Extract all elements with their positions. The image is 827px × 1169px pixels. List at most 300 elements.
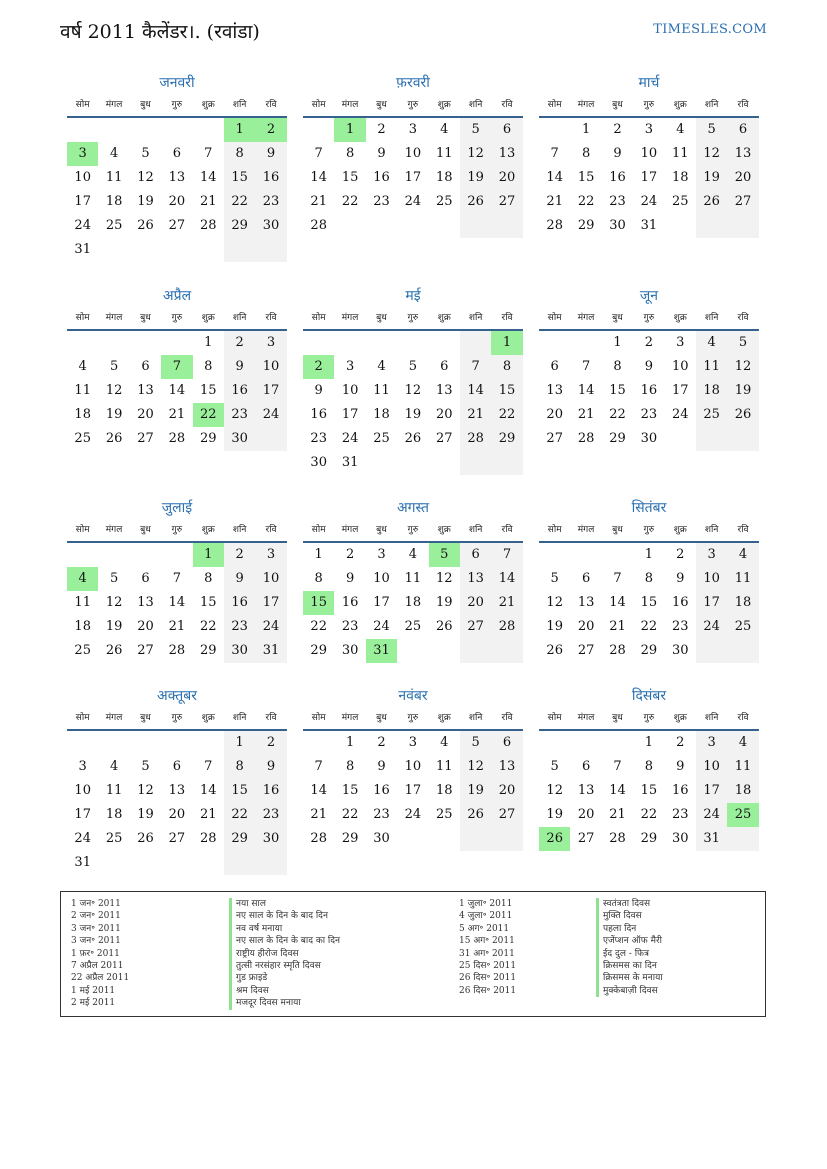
weekday-header: [303, 519, 523, 543]
day-cell: 15: [341, 783, 359, 798]
day-cell: 20: [491, 166, 522, 190]
day-cell: 23: [224, 615, 255, 639]
day-cell: 10: [640, 146, 658, 161]
day-cell: 8: [345, 759, 355, 774]
day-cell: 3: [78, 759, 87, 774]
day-cell: 7: [460, 355, 491, 379]
day-cell: 20: [460, 591, 491, 615]
empty-cell: [429, 331, 460, 355]
weekday-label: रवि: [265, 100, 277, 110]
day-cell: 3: [408, 735, 417, 750]
day-cell: 18: [727, 591, 758, 615]
day-cell: 22: [491, 403, 522, 427]
day-cell: 7: [550, 146, 559, 161]
empty-cell: [429, 214, 460, 238]
day-cell: 28: [546, 218, 563, 233]
day-cell: 15: [577, 170, 595, 185]
weekday-header: [539, 94, 759, 118]
week-row: [303, 803, 523, 827]
day-cell: 19: [105, 407, 123, 422]
day-cell: 2: [644, 335, 653, 350]
day-cell: 24: [671, 407, 689, 422]
month-block: [539, 72, 759, 238]
day-cell: 3: [408, 122, 417, 137]
week-row: [67, 779, 287, 803]
empty-cell: [397, 214, 428, 238]
week-row: [67, 591, 287, 615]
holiday-date: 22 अप्रैल 2011: [71, 973, 130, 984]
day-cell: 21: [199, 194, 217, 209]
day-cell: 12: [137, 170, 154, 185]
empty-cell: [224, 851, 255, 875]
day-cell: 15: [640, 783, 658, 798]
day-cell: 9: [676, 571, 685, 586]
weekday-header: [303, 94, 523, 118]
day-cell: 3: [345, 359, 355, 374]
day-cell: 2: [345, 547, 355, 562]
day-cell: 29: [310, 643, 327, 658]
week-row: [67, 731, 287, 755]
day-cell: 13: [168, 783, 186, 798]
week-row: [539, 214, 759, 238]
empty-cell: [130, 118, 161, 142]
day-cell: 16: [255, 779, 286, 803]
day-cell: 28: [491, 615, 522, 639]
day-cell: 27: [577, 643, 595, 658]
day-cell: 22: [609, 407, 626, 422]
week-row: [539, 731, 759, 755]
weekday-header: [67, 307, 287, 331]
week-row: [67, 403, 287, 427]
day-cell: 8: [224, 755, 255, 779]
empty-cell: [161, 731, 192, 755]
week-row: [67, 755, 287, 779]
day-cell: 9: [224, 567, 255, 591]
holiday-name: नए साल के दिन के बाद दिन: [229, 910, 340, 922]
empty-cell: [665, 427, 696, 451]
day-cell: 28: [199, 218, 217, 233]
day-cell: 18: [435, 170, 453, 185]
day-cell: 12: [460, 755, 491, 779]
empty-cell: [491, 214, 522, 238]
weekday-header: [67, 707, 287, 731]
weekday-label: मंगल: [577, 100, 595, 110]
day-cell: 8: [314, 571, 323, 586]
week-row: [303, 615, 523, 639]
day-cell: 1: [644, 735, 653, 750]
weekday-label: सोम: [75, 313, 90, 323]
day-cell: 20: [137, 407, 154, 422]
day-cell: 18: [435, 783, 453, 798]
holiday-date: 3 जन॰ 2011: [71, 936, 121, 947]
day-cell: 30: [310, 455, 327, 470]
week-row: [539, 591, 759, 615]
day-cell: 6: [550, 359, 559, 374]
day-cell: 27: [727, 190, 758, 214]
empty-cell: [98, 731, 129, 755]
site-brand[interactable]: TIMESLES.COM: [653, 22, 767, 37]
day-cell: 1: [334, 118, 365, 142]
day-cell: 17: [696, 779, 727, 803]
day-cell: 2: [613, 122, 622, 137]
empty-cell: [366, 331, 397, 355]
day-cell: 25: [74, 643, 91, 658]
day-cell: 26: [105, 643, 123, 658]
weekday-label: रवि: [737, 313, 749, 323]
empty-cell: [570, 731, 601, 755]
month-block: [303, 497, 523, 663]
week-row: [67, 214, 287, 238]
day-cell: 19: [546, 619, 563, 634]
holiday-date: 1 जन॰ 2011: [71, 899, 121, 909]
empty-cell: [665, 214, 696, 238]
day-cell: 27: [460, 615, 491, 639]
day-cell: 5: [696, 118, 727, 142]
week-row: [67, 166, 287, 190]
weekday-label: बुध: [376, 100, 387, 110]
empty-cell: [570, 331, 601, 355]
day-cell: 21: [609, 807, 626, 822]
day-cell: 10: [74, 783, 91, 798]
week-row: [303, 379, 523, 403]
day-cell: 26: [539, 827, 570, 851]
week-row: [539, 779, 759, 803]
day-cell: 22: [310, 619, 327, 634]
month-name: फ़रवरी: [396, 75, 430, 91]
day-cell: 29: [224, 827, 255, 851]
day-cell: 3: [377, 547, 386, 562]
day-cell: 13: [168, 170, 186, 185]
day-cell: 25: [671, 194, 689, 209]
holiday-date: 2 जन॰ 2011: [71, 911, 121, 922]
empty-cell: [67, 118, 98, 142]
empty-cell: [193, 731, 224, 755]
holiday-names-left: [229, 898, 340, 1010]
day-cell: 18: [105, 807, 123, 822]
day-cell: 15: [224, 779, 255, 803]
empty-cell: [130, 851, 161, 875]
day-cell: 5: [550, 571, 559, 586]
day-cell: 17: [74, 194, 91, 209]
day-cell: 13: [137, 595, 154, 610]
day-cell: 4: [440, 735, 449, 750]
empty-cell: [491, 639, 522, 663]
week-row: [67, 827, 287, 851]
day-cell: 26: [137, 218, 154, 233]
weekday-label: रवि: [737, 100, 749, 110]
day-cell: 31: [640, 218, 658, 233]
day-cell: 14: [609, 783, 626, 798]
day-cell: 26: [546, 643, 563, 658]
day-cell: 17: [373, 595, 390, 610]
day-cell: 1: [314, 547, 323, 562]
week-row: [303, 543, 523, 567]
weekday-label: गुरु: [643, 525, 655, 535]
day-cell: 4: [78, 359, 87, 374]
day-cell: 11: [727, 755, 758, 779]
day-cell: 21: [460, 403, 491, 427]
week-row: [67, 567, 287, 591]
day-cell: 12: [546, 783, 563, 798]
day-cell: 10: [373, 571, 390, 586]
weekday-label: बुध: [376, 313, 387, 323]
day-cell: 2: [676, 547, 685, 562]
day-cell: 26: [460, 190, 491, 214]
day-cell: 5: [429, 543, 460, 567]
day-cell: 10: [255, 355, 286, 379]
empty-cell: [539, 731, 570, 755]
day-cell: 20: [168, 807, 186, 822]
day-cell: 21: [546, 194, 563, 209]
empty-cell: [727, 827, 758, 851]
month-block: [67, 72, 287, 262]
day-cell: 30: [671, 831, 689, 846]
week-row: [67, 803, 287, 827]
day-cell: 6: [172, 759, 181, 774]
day-cell: 8: [345, 146, 355, 161]
day-cell: 26: [105, 431, 123, 446]
day-cell: 3: [644, 122, 653, 137]
empty-cell: [98, 118, 129, 142]
week-row: [539, 567, 759, 591]
day-cell: 9: [613, 146, 622, 161]
day-cell: 1: [644, 547, 653, 562]
day-cell: 19: [137, 807, 154, 822]
day-cell: 15: [224, 166, 255, 190]
day-cell: 31: [255, 639, 286, 663]
empty-cell: [366, 451, 397, 475]
day-cell: 16: [224, 379, 255, 403]
holiday-date: 1 जुला॰ 2011: [459, 899, 513, 909]
weekday-label: मंगल: [105, 313, 123, 323]
day-cell: 23: [310, 431, 327, 446]
empty-cell: [460, 331, 491, 355]
day-cell: 15: [199, 383, 217, 398]
weekday-header: [67, 94, 287, 118]
day-cell: 7: [581, 359, 591, 374]
holiday-date: 1 मई 2011: [71, 985, 116, 996]
month-name: मई: [405, 288, 421, 304]
day-cell: 6: [581, 571, 591, 586]
day-cell: 13: [491, 755, 522, 779]
empty-cell: [193, 118, 224, 142]
day-cell: 26: [696, 190, 727, 214]
month-name: अप्रैल: [162, 288, 192, 304]
day-cell: 30: [373, 831, 390, 846]
day-cell: 5: [141, 759, 150, 774]
day-cell: 11: [727, 567, 758, 591]
day-cell: 24: [404, 194, 422, 209]
weekday-label: सोम: [311, 713, 326, 723]
day-cell: 1: [345, 735, 355, 750]
day-cell: 14: [460, 379, 491, 403]
day-cell: 11: [404, 571, 422, 586]
holiday-dates-right: [459, 898, 516, 997]
day-cell: 2: [676, 735, 685, 750]
day-cell: 19: [460, 779, 491, 803]
weekday-label: मंगल: [105, 525, 123, 535]
day-cell: 3: [255, 331, 286, 355]
empty-cell: [67, 731, 98, 755]
empty-cell: [193, 238, 224, 262]
day-cell: 8: [224, 142, 255, 166]
weekday-label: सोम: [547, 525, 562, 535]
holiday-date: 5 अग॰ 2011: [459, 923, 510, 934]
day-cell: 16: [255, 166, 286, 190]
empty-cell: [303, 731, 334, 755]
day-cell: 21: [310, 194, 327, 209]
weekday-label: शनि: [468, 100, 483, 110]
day-cell: 11: [373, 383, 390, 398]
month-name: जुलाई: [161, 500, 193, 516]
empty-cell: [161, 543, 192, 567]
empty-cell: [255, 238, 286, 262]
day-cell: 22: [224, 803, 255, 827]
week-row: [539, 190, 759, 214]
day-cell: 16: [373, 783, 390, 798]
day-cell: 2: [224, 331, 255, 355]
day-cell: 21: [491, 591, 522, 615]
weekday-label: शुक्र: [673, 100, 687, 110]
weekday-label: बुध: [612, 100, 623, 110]
day-cell: 30: [640, 431, 658, 446]
empty-cell: [98, 543, 129, 567]
day-cell: 12: [727, 355, 758, 379]
day-cell: 21: [199, 807, 217, 822]
day-cell: 17: [404, 783, 422, 798]
day-cell: 30: [224, 639, 255, 663]
weekday-label: शनि: [704, 713, 719, 723]
weekday-label: सोम: [75, 525, 90, 535]
weekday-label: मंगल: [341, 100, 359, 110]
day-cell: 25: [696, 403, 727, 427]
day-cell: 15: [341, 170, 359, 185]
week-row: [67, 190, 287, 214]
holiday-list: [60, 891, 766, 1017]
empty-cell: [255, 427, 286, 451]
weekday-label: शनि: [232, 313, 247, 323]
weekday-label: रवि: [501, 713, 513, 723]
day-cell: 3: [696, 543, 727, 567]
day-cell: 17: [255, 379, 286, 403]
day-cell: 28: [609, 831, 626, 846]
day-cell: 28: [609, 643, 626, 658]
empty-cell: [161, 118, 192, 142]
weekday-label: गुरु: [407, 525, 419, 535]
day-cell: 18: [727, 779, 758, 803]
day-cell: 24: [404, 807, 422, 822]
day-cell: 23: [255, 803, 286, 827]
day-cell: 29: [640, 643, 658, 658]
day-cell: 30: [341, 643, 359, 658]
day-cell: 7: [314, 146, 323, 161]
day-cell: 21: [609, 619, 626, 634]
empty-cell: [130, 731, 161, 755]
day-cell: 8: [491, 355, 522, 379]
day-cell: 15: [640, 595, 658, 610]
empty-cell: [303, 331, 334, 355]
day-cell: 12: [546, 595, 563, 610]
weekday-label: मंगल: [577, 713, 595, 723]
weekday-label: गुरु: [407, 313, 419, 323]
week-row: [303, 755, 523, 779]
month-name: जनवरी: [159, 75, 195, 91]
empty-cell: [460, 639, 491, 663]
day-cell: 24: [696, 615, 727, 639]
day-cell: 8: [581, 146, 591, 161]
holiday-name: राष्ट्रीय हीरोज दिवस: [229, 948, 340, 960]
day-cell: 5: [141, 146, 150, 161]
week-row: [303, 731, 523, 755]
holiday-name: श्रम दिवस: [229, 985, 340, 997]
weekday-label: शनि: [232, 525, 247, 535]
holiday-name: नव वर्ष मनाया: [229, 923, 340, 935]
day-cell: 18: [74, 407, 91, 422]
day-cell: 16: [609, 170, 626, 185]
empty-cell: [67, 331, 98, 355]
day-cell: 7: [491, 543, 522, 567]
weekday-label: बुध: [140, 313, 151, 323]
month-block: [67, 497, 287, 663]
holiday-date: 4 जुला॰ 2011: [459, 911, 513, 922]
weekday-label: शनि: [468, 525, 483, 535]
day-cell: 14: [310, 783, 327, 798]
weekday-header: [539, 307, 759, 331]
day-cell: 17: [404, 170, 422, 185]
day-cell: 11: [696, 355, 727, 379]
day-cell: 28: [199, 831, 217, 846]
day-cell: 15: [609, 383, 626, 398]
day-cell: 3: [676, 335, 685, 350]
day-cell: 9: [314, 383, 323, 398]
day-cell: 25: [435, 807, 453, 822]
month-name: अगस्त: [396, 500, 429, 516]
weekday-label: शनि: [232, 100, 247, 110]
day-cell: 6: [440, 359, 449, 374]
weekday-label: शुक्र: [437, 100, 451, 110]
day-cell: 11: [435, 146, 453, 161]
day-cell: 31: [366, 639, 397, 663]
weekday-label: सोम: [547, 100, 562, 110]
week-row: [303, 451, 523, 475]
day-cell: 26: [137, 831, 154, 846]
day-cell: 13: [577, 595, 595, 610]
day-cell: 7: [161, 355, 192, 379]
day-cell: 4: [109, 759, 119, 774]
day-cell: 1: [613, 335, 622, 350]
day-cell: 8: [644, 571, 653, 586]
month-name: जून: [639, 288, 659, 304]
week-row: [303, 639, 523, 663]
month-block: [67, 285, 287, 451]
empty-cell: [460, 451, 491, 475]
week-row: [303, 142, 523, 166]
weekday-label: सोम: [311, 313, 326, 323]
day-cell: 24: [74, 218, 91, 233]
week-row: [303, 166, 523, 190]
day-cell: 29: [491, 427, 522, 451]
day-cell: 1: [581, 122, 591, 137]
holiday-name: पहला दिन: [596, 923, 663, 935]
day-cell: 2: [303, 355, 334, 379]
day-cell: 11: [74, 595, 91, 610]
month-block: [303, 285, 523, 475]
weekday-label: सोम: [75, 713, 90, 723]
day-cell: 2: [377, 735, 386, 750]
week-row: [539, 755, 759, 779]
empty-cell: [334, 331, 365, 355]
day-cell: 17: [255, 591, 286, 615]
